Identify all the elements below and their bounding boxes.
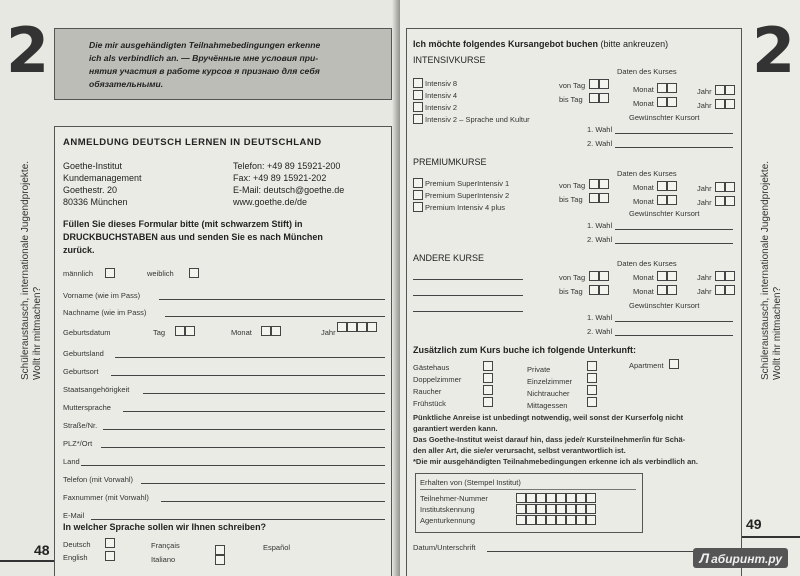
acc-single-label: Einzelzimmer: [527, 377, 573, 386]
lang-spanish-label: Español: [263, 543, 291, 552]
gender-female-checkbox[interactable]: [189, 268, 199, 278]
premium-to-day: bis Tag: [559, 195, 583, 204]
birth-day-box-1[interactable]: [175, 326, 185, 336]
andere-choice2: 2. Wahl: [587, 327, 613, 336]
andere-from-month-box1[interactable]: [657, 271, 667, 281]
premium-to-month-box1[interactable]: [657, 195, 667, 205]
notice-line4: den aller Art, die sie/er verursacht, selbst verantwortlich ist.: [413, 446, 626, 455]
premium-from-month: Monat: [633, 183, 654, 192]
andere-to-day-box1[interactable]: [589, 285, 599, 295]
lang-french-checkbox[interactable]: [215, 545, 225, 555]
andere-title: ANDERE KURSE: [413, 253, 485, 263]
acc-private-label: Private: [527, 365, 551, 374]
stamp-box-cell[interactable]: [546, 504, 556, 514]
intensiv-from-month-box2[interactable]: [667, 83, 677, 93]
page-number-right: 49: [746, 516, 762, 532]
field-line-firstname[interactable]: [159, 299, 385, 300]
intensiv-from-year-box1[interactable]: [715, 85, 725, 95]
premium-from-day-box2[interactable]: [599, 179, 609, 189]
andere-from-day-box2[interactable]: [599, 271, 609, 281]
field-label-nationality: Staatsangehörigkeit: [63, 385, 130, 394]
premium-to-month: Monat: [633, 197, 654, 206]
side-text-left-2: Wollt ihr mitmachen?: [32, 286, 43, 380]
andere-from-year-box1[interactable]: [715, 271, 725, 281]
premium-to-day-box1[interactable]: [589, 193, 599, 203]
intensiv-choice2-line[interactable]: [615, 147, 733, 148]
field-label-country: Land: [63, 457, 80, 466]
intensiv-choice2: 2. Wahl: [587, 139, 613, 148]
birth-month-box-2[interactable]: [271, 326, 281, 336]
lang-english-checkbox[interactable]: [105, 551, 115, 561]
field-label-firstname: Vorname (wie im Pass): [63, 291, 141, 300]
stamp-box-cell[interactable]: [516, 504, 526, 514]
acc-single-checkbox[interactable]: [587, 373, 597, 383]
andere-to-year-box1[interactable]: [715, 285, 725, 295]
birth-day-box-2[interactable]: [185, 326, 195, 336]
premium-choice2: 2. Wahl: [587, 235, 613, 244]
stamp-box-cell[interactable]: [536, 504, 546, 514]
field-label-birthcountry: Geburtsland: [63, 349, 104, 358]
stamp-box-cell[interactable]: [566, 515, 576, 525]
stamp-box-cell[interactable]: [566, 504, 576, 514]
stamp-box-cell[interactable]: [526, 493, 536, 503]
lang-german-label: Deutsch: [63, 540, 91, 549]
form-title: ANMELDUNG DEUTSCH LERNEN IN DEUTSCHLAND: [63, 137, 322, 148]
side-text-right-2: Wollt ihr mitmachen?: [772, 286, 783, 380]
intensiv-from-day-box2[interactable]: [599, 79, 609, 89]
andere-dates-label: Daten des Kurses: [617, 259, 677, 268]
contact-fax: Fax: +49 89 15921-202: [233, 173, 327, 183]
field-label-email: E-Mail: [63, 511, 85, 520]
field-label-zipcity: PLZ*/Ort: [63, 439, 93, 448]
field-line-fax[interactable]: [161, 501, 385, 502]
booking-heading-note: (bitte ankreuzen): [600, 39, 669, 49]
page-number-left: 48: [34, 542, 50, 558]
contact-email: E-Mail: deutsch@goethe.de: [233, 185, 345, 195]
stamp-institute-label: Institutskennung: [420, 505, 475, 514]
intensiv-from-month-box1[interactable]: [657, 83, 667, 93]
field-label-mothertongue: Muttersprache: [63, 403, 111, 412]
birth-month-label: Monat: [231, 328, 252, 337]
premium-from-day-box1[interactable]: [589, 179, 599, 189]
acc-guesthouse-checkbox[interactable]: [483, 361, 493, 371]
registration-form: [54, 126, 392, 576]
intensiv4-label: Intensiv 4: [425, 91, 458, 100]
course-booking-form: [406, 28, 742, 576]
field-line-street[interactable]: [103, 429, 385, 430]
address-line-3: Goethestr. 20: [63, 185, 118, 195]
booking-heading-text: Ich möchte folgendes Kursangebot buchen: [413, 39, 599, 49]
intensiv-to-month: Monat: [633, 99, 654, 108]
address-line-4: 80336 München: [63, 197, 128, 207]
intensiv-from-year-box2[interactable]: [725, 85, 735, 95]
field-line-birthcountry[interactable]: [115, 357, 385, 358]
intensiv-preferred-label: Gewünschter Kursort: [629, 113, 700, 122]
stamp-box-cell[interactable]: [546, 515, 556, 525]
premium-from-month-box1[interactable]: [657, 181, 667, 191]
stamp-box-cell[interactable]: [566, 493, 576, 503]
andere-to-month: Monat: [633, 287, 654, 296]
lang-french-label: Français: [151, 541, 180, 550]
andere-from-year: Jahr: [697, 273, 712, 282]
stamp-participant-label: Teilnehmer-Nummer: [420, 494, 488, 503]
stamp-box-cell[interactable]: [516, 493, 526, 503]
acc-double-checkbox[interactable]: [483, 373, 493, 383]
contact-web: www.goethe.de/de: [233, 197, 308, 207]
instruction-line3: zurück.: [63, 245, 95, 255]
intensiv-from-day: von Tag: [559, 81, 586, 90]
acc-lunch-checkbox[interactable]: [587, 397, 597, 407]
intensiv-to-year-box1[interactable]: [715, 99, 725, 109]
stamp-box-cell[interactable]: [546, 493, 556, 503]
birth-year-box-3[interactable]: [357, 322, 367, 332]
field-line-nationality[interactable]: [143, 393, 385, 394]
acc-nonsmoker-checkbox[interactable]: [587, 385, 597, 395]
premium-choice2-line[interactable]: [615, 243, 733, 244]
gender-male-checkbox[interactable]: [105, 268, 115, 278]
stamp-box-cell[interactable]: [526, 504, 536, 514]
lang-italian-checkbox[interactable]: [215, 555, 225, 565]
field-line-birthplace[interactable]: [111, 375, 385, 376]
field-label-lastname: Nachname (wie im Pass): [63, 308, 147, 317]
intensiv2-culture-checkbox[interactable]: [413, 114, 423, 124]
field-line-lastname[interactable]: [165, 316, 385, 317]
lang-german-checkbox[interactable]: [105, 538, 115, 548]
premium-to-month-box2[interactable]: [667, 195, 677, 205]
lang-italian-label: Italiano: [151, 555, 176, 564]
top-notice-line3: нятия участия в работе курсов я признаю для себя: [89, 66, 320, 76]
field-label-street: Straße/Nr.: [63, 421, 98, 430]
acc-private-checkbox[interactable]: [587, 361, 597, 371]
accommodation-title: Zusätzlich zum Kurs buche ich folgende Unterkunft:: [413, 345, 637, 355]
stamp-agency-label: Agenturkennung: [420, 516, 476, 525]
stamp-title: Erhalten von (Stempel Institut): [420, 478, 521, 487]
stamp-box-cell[interactable]: [536, 493, 546, 503]
premium2-checkbox[interactable]: [413, 190, 423, 200]
booking-heading: [413, 39, 668, 49]
acc-apartment-checkbox[interactable]: [669, 359, 679, 369]
stamp-box-cell[interactable]: [526, 515, 536, 525]
watermark: [693, 548, 788, 568]
acc-apartment-label: Apartment: [629, 361, 664, 370]
premium-title: PREMIUMKURSE: [413, 157, 487, 167]
andere-from-day: von Tag: [559, 273, 586, 282]
address-line-1: Goethe-Institut: [63, 161, 123, 171]
contact-phone: Telefon: +49 89 15921-200: [233, 161, 341, 171]
premium-from-year-box2[interactable]: [725, 182, 735, 192]
intensiv4-checkbox[interactable]: [413, 90, 423, 100]
birth-day-label: Tag: [153, 328, 166, 337]
notice-line3: Das Goethe-Institut weist darauf hin, dass jede/r Kursteilnehmer/in für Schä-: [413, 435, 686, 444]
andere-from-day-box1[interactable]: [589, 271, 599, 281]
andere-to-month-box1[interactable]: [657, 285, 667, 295]
instruction-line2: DRUCKBUCHSTABEN aus und senden Sie es nach München: [63, 232, 323, 242]
premium-from-year-box1[interactable]: [715, 182, 725, 192]
language-question: In welcher Sprache sollen wir Ihnen schreiben?: [63, 522, 267, 532]
intensiv-to-year-box2[interactable]: [725, 99, 735, 109]
chapter-number-left: 2: [6, 14, 50, 87]
notice-line2: garantiert werden kann.: [413, 424, 498, 433]
stamp-box-cell[interactable]: [586, 515, 596, 525]
stamp-box-cell[interactable]: [556, 504, 566, 514]
andere-choice2-line[interactable]: [615, 335, 733, 336]
watermark-logo-icon: Л: [699, 550, 710, 566]
stamp-divider: [420, 489, 636, 490]
premium-choice1-line[interactable]: [615, 229, 733, 230]
side-text-right-1: Schüleraustausch, internationale Jugendprojekte.: [760, 160, 771, 380]
acc-lunch-label: Mittagessen: [527, 401, 568, 410]
premium-to-year-box1[interactable]: [715, 196, 725, 206]
intensiv-choice1-line[interactable]: [615, 133, 733, 134]
premium1-label: Premium SuperIntensiv 1: [425, 179, 510, 188]
birth-year-label: Jahr: [321, 328, 336, 337]
andere-line-2[interactable]: [413, 295, 523, 296]
andere-preferred-label: Gewünschter Kursort: [629, 301, 700, 310]
signature-label: Datum/Unterschrift: [413, 543, 476, 552]
intensiv-from-month: Monat: [633, 85, 654, 94]
field-label-phone: Telefon (mit Vorwahl): [63, 475, 134, 484]
lang-english-label: English: [63, 553, 88, 562]
stamp-box-cell[interactable]: [586, 493, 596, 503]
birth-month-box-1[interactable]: [261, 326, 271, 336]
field-line-phone[interactable]: [141, 483, 385, 484]
premium-from-day: von Tag: [559, 181, 586, 190]
acc-breakfast-checkbox[interactable]: [483, 397, 493, 407]
stamp-box-cell[interactable]: [516, 515, 526, 525]
intensiv8-label: Intensiv 8: [425, 79, 458, 88]
acc-smoker-label: Raucher: [413, 387, 442, 396]
intensiv-to-day-box1[interactable]: [589, 93, 599, 103]
top-notice-line1: Die mir ausgehändigten Teilnahmebedingungen erkenne: [89, 40, 321, 50]
intensiv-choice1: 1. Wahl: [587, 125, 613, 134]
gender-female-label: weiblich: [147, 269, 174, 278]
intensiv-from-year: Jahr: [697, 87, 712, 96]
right-page: [400, 0, 800, 576]
acc-smoker-checkbox[interactable]: [483, 385, 493, 395]
stamp-box-cell[interactable]: [556, 493, 566, 503]
premium3-label: Premium Intensiv 4 plus: [425, 203, 506, 212]
stamp-box-cell[interactable]: [586, 504, 596, 514]
andere-from-month-box2[interactable]: [667, 271, 677, 281]
premium-preferred-label: Gewünschter Kursort: [629, 209, 700, 218]
intensiv-to-day: bis Tag: [559, 95, 583, 104]
premium-from-year: Jahr: [697, 184, 712, 193]
intensiv2-culture-label: Intensiv 2 – Sprache und Kultur: [425, 115, 530, 124]
acc-breakfast-label: Frühstück: [413, 399, 446, 408]
premium-choice1: 1. Wahl: [587, 221, 613, 230]
premium2-label: Premium SuperIntensiv 2: [425, 191, 510, 200]
field-label-birthplace: Geburtsort: [63, 367, 99, 376]
instruction-line1: Füllen Sie dieses Formular bitte (mit schwarzem Stift) in: [63, 219, 303, 229]
intensiv2-checkbox[interactable]: [413, 102, 423, 112]
andere-to-year-box2[interactable]: [725, 285, 735, 295]
notice-line5: *Die mir ausgehändigten Teilnahmebedingungen erkenne ich als verbindlich an.: [413, 457, 698, 466]
intensiv8-checkbox[interactable]: [413, 78, 423, 88]
stamp-box-cell[interactable]: [576, 515, 586, 525]
top-notice-box: [54, 28, 392, 100]
intensiv2-label: Intensiv 2: [425, 103, 458, 112]
andere-to-day: bis Tag: [559, 287, 583, 296]
birth-year-box-4[interactable]: [367, 322, 377, 332]
andere-to-month-box2[interactable]: [667, 285, 677, 295]
side-text-left-1: Schüleraustausch, internationale Jugendprojekte.: [20, 160, 31, 380]
premium-to-year-box2[interactable]: [725, 196, 735, 206]
intensiv-to-month-box1[interactable]: [657, 97, 667, 107]
stamp-box-cell[interactable]: [556, 515, 566, 525]
intensiv-from-day-box1[interactable]: [589, 79, 599, 89]
andere-to-day-box2[interactable]: [599, 285, 609, 295]
watermark-text: абиринт.ру: [711, 552, 782, 566]
intensiv-to-year: Jahr: [697, 101, 712, 110]
andere-line-3[interactable]: [413, 311, 523, 312]
acc-double-label: Doppelzimmer: [413, 375, 462, 384]
notice-line1: Pünktliche Anreise ist unbedingt notwendig, weil sonst der Kurserfolg nicht: [413, 413, 684, 422]
andere-from-month: Monat: [633, 273, 654, 282]
premium-to-day-box2[interactable]: [599, 193, 609, 203]
intensiv-to-day-box2[interactable]: [599, 93, 609, 103]
field-line-country[interactable]: [81, 465, 385, 466]
page-number-rule: [0, 560, 58, 562]
premium-dates-label: Daten des Kurses: [617, 169, 677, 178]
intensiv-to-month-box2[interactable]: [667, 97, 677, 107]
premium1-checkbox[interactable]: [413, 178, 423, 188]
intensiv-dates-label: Daten des Kurses: [617, 67, 677, 76]
birth-year-box-1[interactable]: [337, 322, 347, 332]
field-line-zipcity[interactable]: [101, 447, 385, 448]
top-notice-line4: обязательными.: [89, 79, 164, 89]
chapter-number-right: 2: [752, 14, 796, 87]
gender-male-label: männlich: [63, 269, 94, 278]
andere-line-1[interactable]: [413, 279, 523, 280]
andere-choice1-line[interactable]: [615, 321, 733, 322]
stamp-box-cell[interactable]: [536, 515, 546, 525]
field-line-email[interactable]: [91, 519, 385, 520]
premium3-checkbox[interactable]: [413, 202, 423, 212]
andere-from-year-box2[interactable]: [725, 271, 735, 281]
field-line-mothertongue[interactable]: [123, 411, 385, 412]
intensiv-title: INTENSIVKURSE: [413, 55, 486, 65]
premium-to-year: Jahr: [697, 198, 712, 207]
address-line-2: Kundemanagement: [63, 173, 142, 183]
page-number-rule-right: [740, 536, 800, 538]
acc-guesthouse-label: Gästehaus: [413, 363, 450, 372]
birth-year-box-2[interactable]: [347, 322, 357, 332]
stamp-box-cell[interactable]: [576, 504, 586, 514]
andere-choice1: 1. Wahl: [587, 313, 613, 322]
field-label-fax: Faxnummer (mit Vorwahl): [63, 493, 149, 502]
stamp-box-cell[interactable]: [576, 493, 586, 503]
stamp-box: [415, 473, 643, 533]
premium-from-month-box2[interactable]: [667, 181, 677, 191]
birthdate-label: Geburtsdatum: [63, 328, 111, 337]
andere-to-year: Jahr: [697, 287, 712, 296]
acc-nonsmoker-label: Nichtraucher: [527, 389, 570, 398]
top-notice-line2: ich als verbindlich an. — Вручённые мне условия при-: [89, 53, 319, 63]
